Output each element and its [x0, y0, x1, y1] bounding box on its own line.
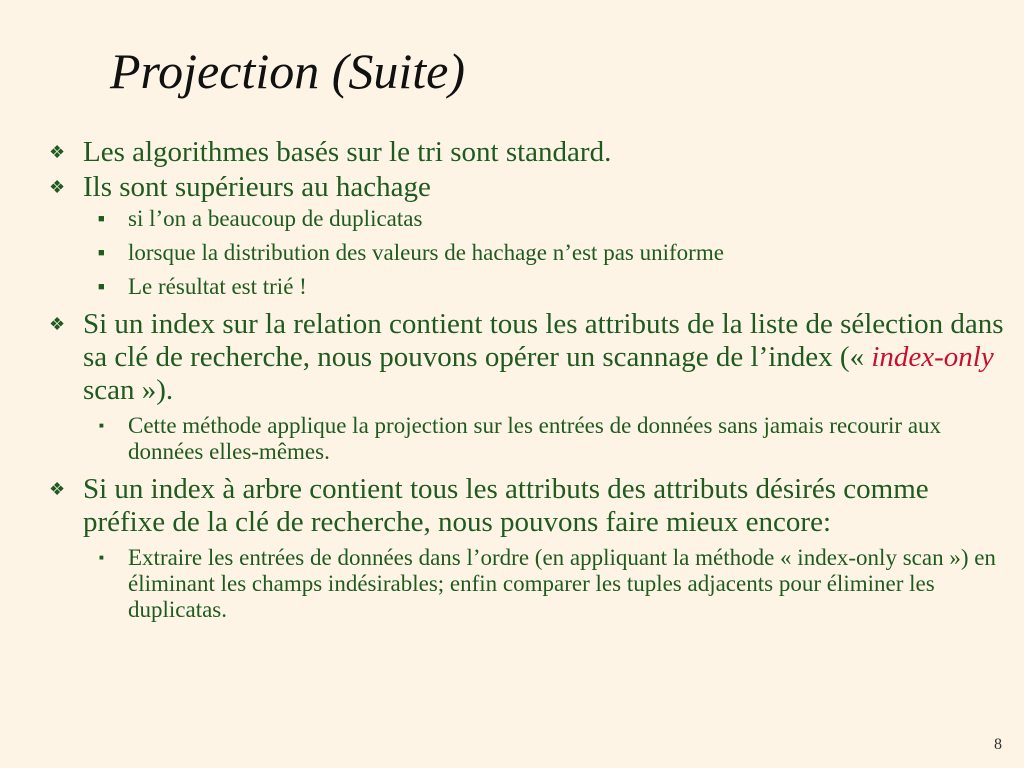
square-bullet-icon: ■	[99, 553, 104, 562]
sub-bullet-item	[40, 545, 1010, 623]
sub-bullet-text: Le résultat est trié !	[128, 274, 307, 299]
page-number: 8	[994, 736, 1002, 753]
square-bullet-icon: ■	[98, 213, 105, 225]
sub-bullet-text: Cette méthode applique la projection sur les entrées de données sans jamais recourir aux données elles-mêmes.	[128, 413, 942, 464]
square-bullet-icon: ■	[98, 281, 105, 293]
sub-bullet-item	[40, 240, 1010, 266]
sub-bullet-item	[40, 206, 1010, 232]
diamond-bullet-icon: ❖	[49, 314, 66, 334]
diamond-bullet-icon: ❖	[49, 142, 66, 162]
sub-bullet-item	[40, 274, 1010, 300]
slide-content	[40, 136, 1010, 631]
bullet-item	[40, 136, 1010, 169]
bullet-text: Les algorithmes basés sur le tri sont standard.	[83, 136, 612, 168]
slide-title: Projection (Suite)	[110, 43, 465, 99]
diamond-bullet-icon: ❖	[49, 177, 66, 197]
square-bullet-icon: ■	[98, 247, 105, 259]
bullet-text-after: scan »).	[83, 374, 174, 406]
square-bullet-icon: ■	[99, 421, 104, 430]
bullet-item	[40, 473, 1010, 539]
bullet-item	[40, 171, 1010, 204]
diamond-bullet-icon: ❖	[49, 479, 66, 499]
bullet-text-before: Si un index sur la relation contient tous les attributs de la liste de sélection dans sa clé de recherche, nous pouvons opérer un scannage de l’index («	[83, 308, 1004, 373]
bullet-text: Si un index à arbre contient tous les attributs des attributs désirés comme préfixe de la clé de recherche, nous pouvons faire mieux encore:	[83, 473, 929, 538]
bullet-emphasis: index-only	[871, 341, 994, 373]
sub-bullet-item	[40, 413, 1010, 465]
bullet-text: Ils sont supérieurs au hachage	[83, 171, 431, 203]
bullet-item	[40, 308, 1010, 407]
sub-bullet-text: lorsque la distribution des valeurs de hachage n’est pas uniforme	[128, 240, 724, 265]
sub-bullet-text: si l’on a beaucoup de duplicatas	[128, 206, 423, 231]
sub-bullet-text: Extraire les entrées de données dans l’ordre (en appliquant la méthode « index-only scan ») en éliminant les champs indésirables; enfin comparer les tuples adjacents pour éliminer les duplicatas.	[128, 545, 996, 622]
